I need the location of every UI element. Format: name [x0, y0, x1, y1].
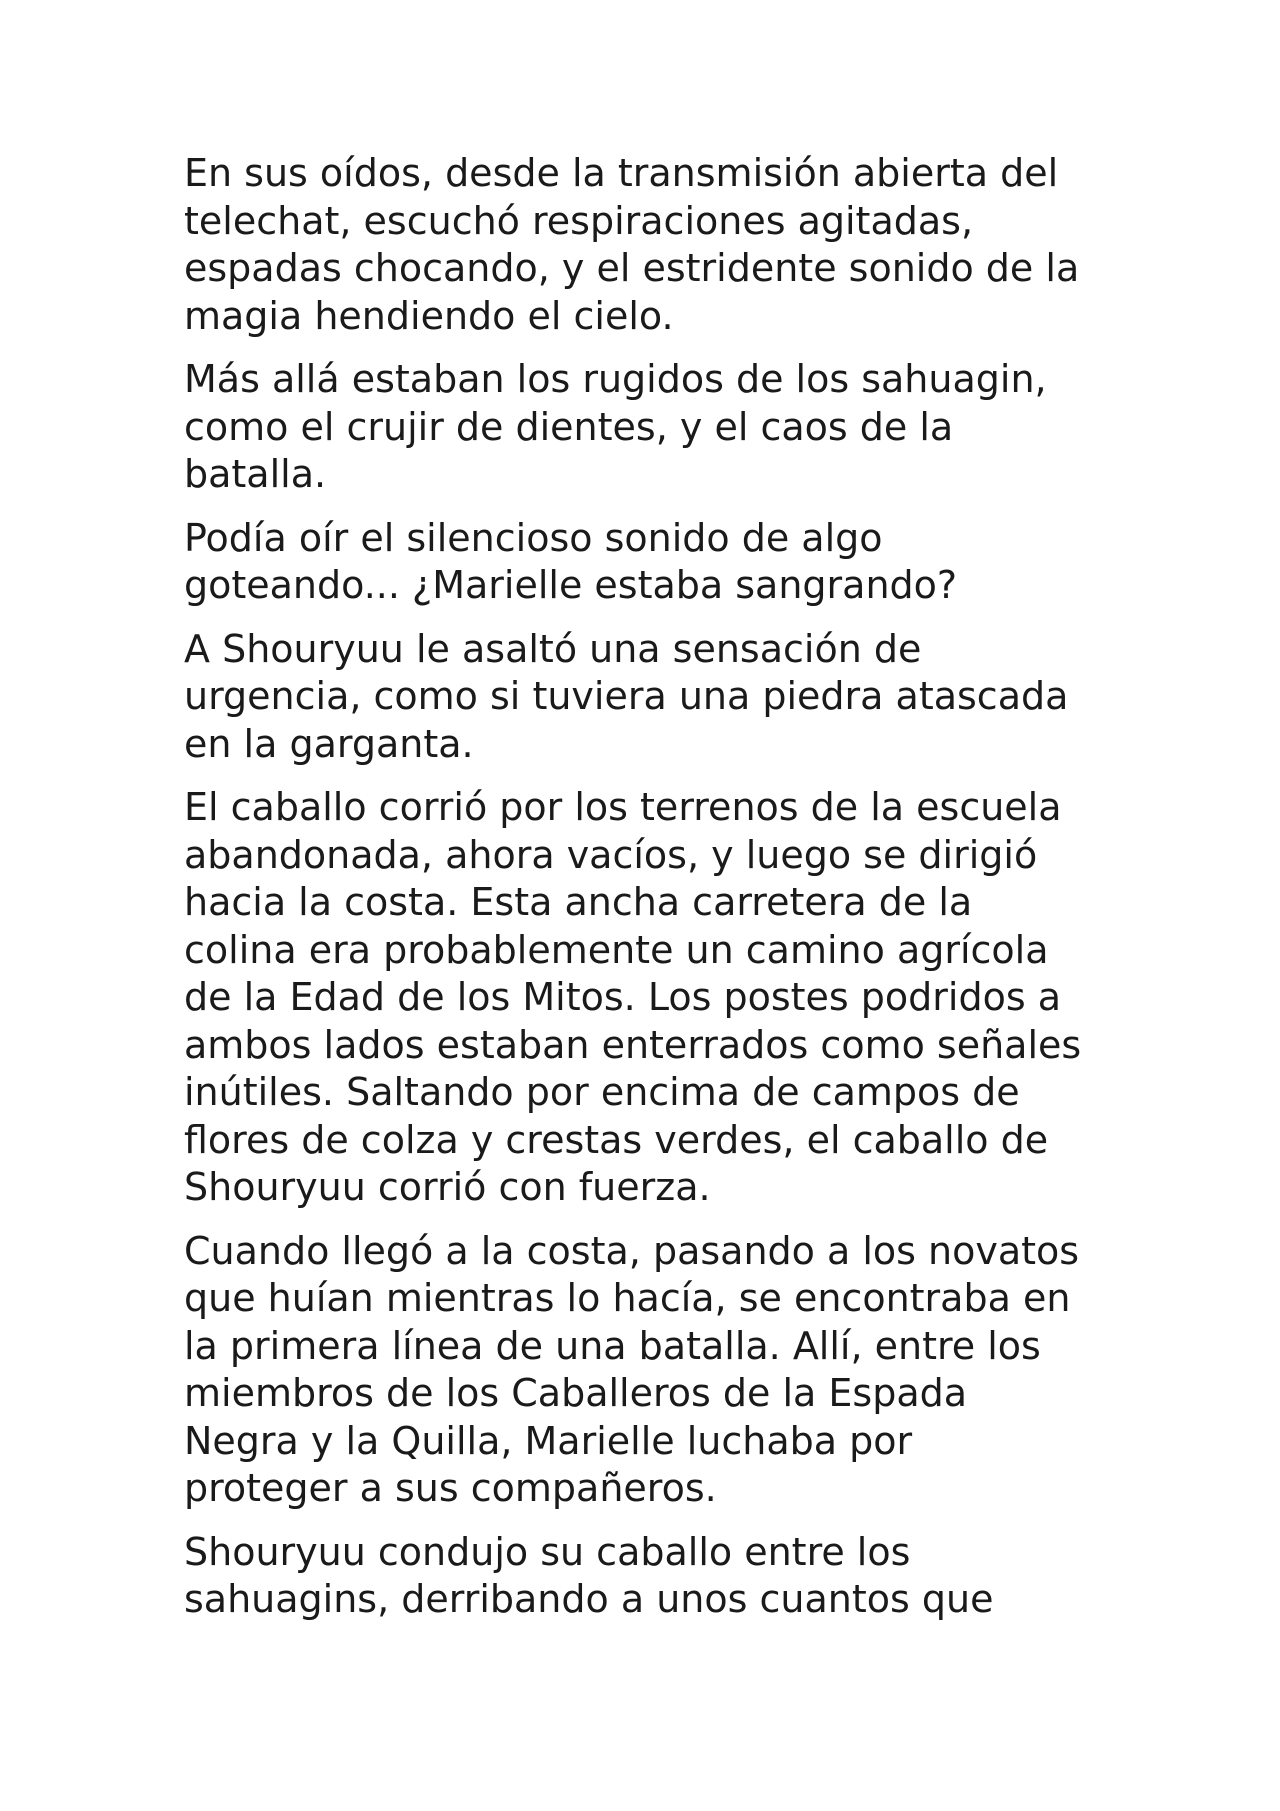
paragraph-line: en la garganta. — [184, 721, 474, 766]
paragraph-line: En sus oídos, desde la transmisión abierta del — [184, 151, 1059, 195]
paragraph-line: la primera línea de una batalla. Allí, entre los — [184, 1323, 1041, 1368]
paragraph-line: proteger a sus compañeros. — [184, 1466, 717, 1510]
paragraph-line: espadas chocando, y el estridente sonido de la — [184, 246, 1080, 290]
paragraph-line: A Shouryuu le asaltó una sensación de — [184, 626, 922, 671]
paragraph-2 — [184, 356, 1124, 499]
paragraph-line: Podía oír el silencioso sonido de algo — [184, 515, 883, 560]
paragraph-line: goteando... ¿Marielle estaba sangrando? — [184, 563, 958, 607]
paragraph-line: batalla. — [184, 452, 327, 496]
paragraph-line: telechat, escuchó respiraciones agitadas, — [184, 198, 974, 243]
paragraph-3 — [184, 515, 1124, 610]
paragraph-line: magia hendiendo el cielo. — [184, 293, 674, 338]
paragraph-1 — [184, 150, 1124, 340]
paragraph-line: El caballo corrió por los terrenos de la escuela — [184, 785, 1062, 829]
paragraph-line: ambos lados estaban enterrados como señales — [184, 1022, 1082, 1067]
paragraph-5 — [184, 784, 1124, 1212]
paragraph-line: Cuando llegó a la costa, pasando a los novatos — [184, 1228, 1080, 1273]
paragraph-4 — [184, 626, 1124, 769]
text-column — [184, 150, 1124, 1640]
paragraph-line: como el crujir de dientes, y el caos de la — [184, 404, 954, 449]
paragraph-line: Negra y la Quilla, Marielle luchaba por — [184, 1418, 913, 1463]
paragraph-line: que huían mientras lo hacía, se encontraba en — [184, 1276, 1071, 1320]
paragraph-line: abandonada, ahora vacíos, y luego se dirigió — [184, 832, 1038, 877]
paragraph-6 — [184, 1228, 1124, 1513]
paragraph-line: Shouryuu condujo su caballo entre los — [184, 1529, 911, 1574]
paragraph-line: flores de colza y crestas verdes, el caballo de — [184, 1117, 1049, 1162]
paragraph-line: de la Edad de los Mitos. Los postes podridos a — [184, 975, 1061, 1019]
paragraph-7 — [184, 1529, 1124, 1624]
paragraph-line: hacia la costa. Esta ancha carretera de la — [184, 880, 973, 924]
paragraph-line: inútiles. Saltando por encima de campos de — [184, 1070, 1020, 1114]
paragraph-line: sahuagins, derribando a unos cuantos que — [184, 1577, 994, 1621]
paragraph-line: Shouryuu corrió con fuerza. — [184, 1165, 711, 1209]
paragraph-line: colina era probablemente un camino agrícola — [184, 927, 1049, 972]
paragraph-line: miembros de los Caballeros de la Espada — [184, 1371, 968, 1415]
paragraph-line: Más allá estaban los rugidos de los sahuagin, — [184, 357, 1047, 401]
paragraph-line: urgencia, como si tuviera una piedra atascada — [184, 674, 1069, 718]
